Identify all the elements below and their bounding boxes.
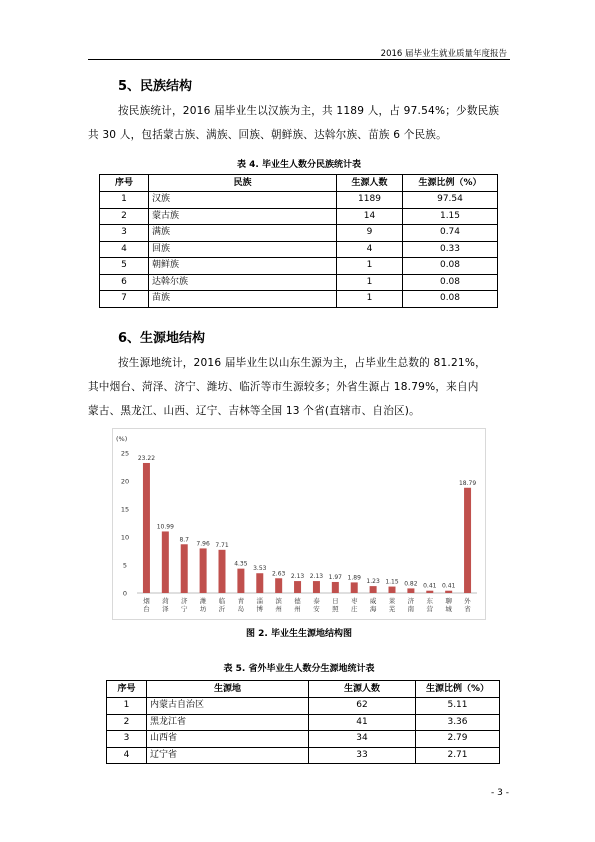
x-tick-label: 日 xyxy=(332,597,339,605)
bar xyxy=(370,586,377,593)
x-tick-label: 临 xyxy=(218,597,226,605)
cell-count: 62 xyxy=(309,698,416,715)
section-6-para-line-2: 其中烟台、菏泽、济宁、潍坊、临沂等市生源较多；外省生源占 18.79%，来自内 xyxy=(88,381,479,393)
cell-count: 1 xyxy=(337,258,403,275)
y-axis-unit-label: (%) xyxy=(116,435,128,443)
cell-index: 4 xyxy=(107,747,147,764)
cell-count: 33 xyxy=(309,747,416,764)
data-label: 4.35 xyxy=(234,560,248,568)
table-row xyxy=(100,291,498,308)
table-row xyxy=(100,225,498,242)
cell-origin: 内蒙古自治区 xyxy=(147,698,309,715)
table-4-caption: 表 4. 毕业生人数分民族统计表 xyxy=(237,160,361,170)
section-6-para-line-3: 蒙古、黑龙江、山西、辽宁、吉林等全国 13 个省(直辖市、自治区)。 xyxy=(88,405,420,417)
table-row xyxy=(100,192,498,209)
bar xyxy=(464,488,471,593)
x-tick-label: 济 xyxy=(407,597,415,605)
x-tick-label: 东 xyxy=(426,597,434,605)
x-tick-label: 海 xyxy=(369,605,377,613)
data-label: 0.82 xyxy=(404,580,418,588)
x-tick-label: 枣 xyxy=(350,597,358,605)
cell-index: 1 xyxy=(107,698,147,715)
cell-ratio: 0.08 xyxy=(403,258,498,275)
figure-2-caption: 图 2. 毕业生生源地结构图 xyxy=(246,629,352,639)
table-row xyxy=(100,208,498,225)
data-label: 0.41 xyxy=(423,582,437,590)
bar xyxy=(200,548,207,593)
y-tick-label: 0 xyxy=(122,589,128,598)
x-tick-label: 济 xyxy=(180,597,188,605)
data-label: 2.63 xyxy=(271,570,286,578)
data-label: 8.7 xyxy=(179,536,189,544)
bar xyxy=(256,573,263,593)
cell-ethnicity: 苗族 xyxy=(149,291,337,308)
page-number: - 3 - xyxy=(491,788,509,798)
y-tick-label: 25 xyxy=(120,449,130,458)
x-tick-label: 莱 xyxy=(388,597,396,605)
cell-count: 14 xyxy=(337,208,403,225)
bar xyxy=(426,591,433,593)
x-tick-label: 岛 xyxy=(237,605,245,613)
y-tick-label: 10 xyxy=(120,533,130,542)
bar xyxy=(313,581,320,593)
cell-count: 1189 xyxy=(337,192,403,209)
y-tick-label: 20 xyxy=(120,477,130,486)
data-label: 23.22 xyxy=(137,454,156,462)
x-tick-label: 泰 xyxy=(313,597,320,605)
x-tick-label: 泽 xyxy=(162,605,169,613)
data-label: 7.71 xyxy=(215,541,229,549)
cell-index: 3 xyxy=(107,731,147,748)
data-label: 2.13 xyxy=(290,573,305,581)
bar xyxy=(143,463,150,593)
bar xyxy=(332,582,339,593)
cell-ratio: 0.08 xyxy=(403,274,498,291)
bar xyxy=(181,544,188,593)
table-5-header-ratio: 生源比例（%） xyxy=(416,681,500,698)
table-row xyxy=(107,698,500,715)
cell-ratio: 2.79 xyxy=(416,731,500,748)
cell-ratio: 0.33 xyxy=(403,241,498,258)
cell-ratio: 0.74 xyxy=(403,225,498,242)
section-5-para-line-1: 按民族统计，2016 届毕业生以汉族为主，共 1189 人，占 97.54%；少数民族 xyxy=(118,105,500,117)
cell-ratio: 1.15 xyxy=(403,208,498,225)
y-tick-label: 15 xyxy=(120,505,130,514)
cell-index: 2 xyxy=(107,714,147,731)
bar xyxy=(407,588,414,593)
x-tick-label: 芜 xyxy=(388,605,396,613)
bar xyxy=(162,531,169,593)
x-tick-label: 南 xyxy=(407,605,415,613)
x-tick-label: 菏 xyxy=(162,597,169,605)
cell-ratio: 0.08 xyxy=(403,291,498,308)
cell-ratio: 97.54 xyxy=(403,192,498,209)
x-tick-label: 烟 xyxy=(143,597,150,605)
table-5-caption: 表 5. 省外毕业生人数分生源地统计表 xyxy=(223,664,375,674)
bar xyxy=(275,578,282,593)
cell-ethnicity: 达斡尔族 xyxy=(149,274,337,291)
cell-count: 1 xyxy=(337,291,403,308)
cell-count: 4 xyxy=(337,241,403,258)
x-tick-label: 省 xyxy=(464,605,471,613)
bar xyxy=(445,591,452,593)
x-tick-label: 淄 xyxy=(256,597,264,605)
table-5-header-count: 生源人数 xyxy=(309,681,416,698)
x-tick-label: 聊 xyxy=(445,597,452,605)
cell-ethnicity: 蒙古族 xyxy=(149,208,337,225)
table-row xyxy=(107,731,500,748)
table-5-header-index: 序号 xyxy=(107,681,147,698)
cell-ethnicity: 汉族 xyxy=(149,192,337,209)
x-tick-label: 外 xyxy=(464,597,471,605)
cell-ethnicity: 回族 xyxy=(149,241,337,258)
page-header-title: 2016 届毕业生就业质量年度报告 xyxy=(380,49,507,59)
table-row xyxy=(107,714,500,731)
cell-index: 1 xyxy=(100,192,149,209)
cell-ethnicity: 满族 xyxy=(149,225,337,242)
data-label: 0.41 xyxy=(441,582,456,590)
table-row xyxy=(100,241,498,258)
x-tick-label: 坊 xyxy=(199,605,207,613)
section-6-title: 6、生源地结构 xyxy=(118,331,206,346)
table-row xyxy=(100,258,498,275)
data-label: 10.99 xyxy=(156,523,174,531)
x-tick-label: 州 xyxy=(294,605,301,613)
table-row xyxy=(107,747,500,764)
x-tick-label: 安 xyxy=(313,605,320,613)
x-tick-label: 青 xyxy=(237,597,245,605)
cell-origin: 辽宁省 xyxy=(147,747,309,764)
section-5-para-line-2: 共 30 人，包括蒙古族、满族、回族、朝鲜族、达斡尔族、苗族 6 个民族。 xyxy=(88,129,447,141)
cell-index: 2 xyxy=(100,208,149,225)
table-4-header-index: 序号 xyxy=(100,175,149,192)
table-4 xyxy=(99,174,498,308)
x-tick-label: 庄 xyxy=(350,605,358,613)
x-tick-label: 营 xyxy=(426,605,434,613)
cell-ratio: 5.11 xyxy=(416,698,500,715)
x-tick-label: 城 xyxy=(445,605,452,613)
header-rule xyxy=(88,59,510,60)
origin-bar-chart-svg xyxy=(113,429,485,619)
cell-ratio: 3.36 xyxy=(416,714,500,731)
cell-origin: 黑龙江省 xyxy=(147,714,309,731)
table-4-header-count: 生源人数 xyxy=(337,175,403,192)
cell-count: 9 xyxy=(337,225,403,242)
x-tick-label: 台 xyxy=(143,605,150,613)
cell-index: 5 xyxy=(100,258,149,275)
x-tick-label: 宁 xyxy=(180,605,188,613)
data-label: 18.79 xyxy=(458,479,477,487)
cell-count: 1 xyxy=(337,274,403,291)
data-label: 1.15 xyxy=(385,578,399,586)
section-5-title: 5、民族结构 xyxy=(118,79,193,94)
cell-index: 6 xyxy=(100,274,149,291)
data-label: 2.13 xyxy=(309,573,324,581)
x-tick-label: 威 xyxy=(369,597,377,605)
table-5 xyxy=(106,680,500,764)
bar xyxy=(237,569,244,593)
x-tick-label: 照 xyxy=(332,605,339,613)
cell-index: 7 xyxy=(100,291,149,308)
bar xyxy=(219,550,226,593)
cell-index: 3 xyxy=(100,225,149,242)
bar xyxy=(351,582,358,593)
x-tick-label: 潍 xyxy=(199,597,207,605)
x-tick-label: 沂 xyxy=(218,605,226,613)
bar xyxy=(294,581,301,593)
origin-bar-chart xyxy=(112,428,486,620)
data-label: 7.96 xyxy=(196,540,210,548)
x-tick-label: 州 xyxy=(275,605,282,613)
cell-count: 41 xyxy=(309,714,416,731)
table-5-header-origin: 生源地 xyxy=(147,681,309,698)
table-4-header-ethnicity: 民族 xyxy=(149,175,337,192)
x-tick-label: 德 xyxy=(294,597,301,605)
cell-ethnicity: 朝鲜族 xyxy=(149,258,337,275)
data-label: 1.89 xyxy=(347,574,361,582)
table-row xyxy=(100,274,498,291)
bar xyxy=(389,587,396,593)
cell-origin: 山西省 xyxy=(147,731,309,748)
data-label: 1.97 xyxy=(328,573,343,581)
cell-ratio: 2.71 xyxy=(416,747,500,764)
cell-count: 34 xyxy=(309,731,416,748)
data-label: 1.23 xyxy=(366,578,380,586)
section-6-para-line-1: 按生源地统计，2016 届毕业生以山东生源为主，占毕业生总数的 81.21%， xyxy=(118,357,486,369)
cell-index: 4 xyxy=(100,241,149,258)
y-tick-label: 5 xyxy=(122,561,128,570)
x-tick-label: 博 xyxy=(256,605,264,613)
x-tick-label: 滨 xyxy=(275,597,282,605)
data-label: 3.53 xyxy=(253,565,267,573)
table-4-header-ratio: 生源比例（%） xyxy=(403,175,498,192)
